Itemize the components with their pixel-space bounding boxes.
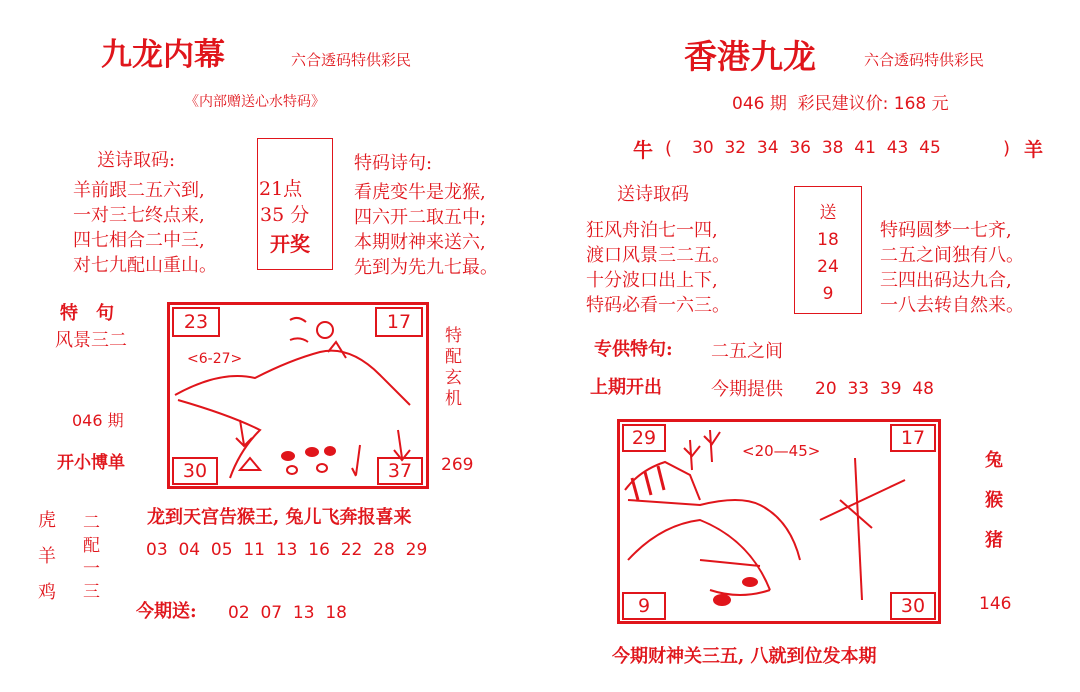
left-teju-label: 特 句 [60, 303, 114, 324]
zodiac-char: 二 [83, 513, 100, 533]
animal-char: 猪 [985, 530, 1003, 551]
left-special-heading: 特码诗句: [354, 153, 433, 174]
number: 32 [724, 138, 747, 158]
zodiac-char: 鸡 [38, 582, 56, 603]
number: 16 [308, 540, 330, 560]
right-provide-label: 今期提供 [711, 379, 783, 400]
right-niu: 牛 [633, 138, 653, 162]
zodiac-char: 一 [83, 559, 100, 579]
left-phrase: 龙到天宫告猴王, 兔儿飞奔报喜来 [147, 507, 412, 528]
left-special-line: 先到为先九七最。 [354, 257, 498, 278]
number: 18 [325, 603, 347, 623]
right-zhuangong-label: 专供特句: [594, 339, 673, 360]
number: 30 [692, 138, 714, 158]
right-side-number: 146 [979, 594, 1012, 614]
number: 04 [178, 540, 201, 560]
right-special-line: 二五之间独有八。 [880, 245, 1024, 266]
right-corner-br: 30 [890, 592, 936, 620]
right-corner-bl: 9 [622, 592, 666, 620]
left-sketch-label: <6-27> [187, 351, 243, 367]
animal-char: 猴 [985, 490, 1003, 511]
number: 11 [243, 540, 265, 560]
send-number: 18 [817, 230, 839, 250]
side-char: 配 [445, 347, 462, 367]
number: 34 [756, 138, 779, 158]
right-special-line: 特码圆梦一七齐, [880, 220, 1012, 241]
right-corner-tl: 29 [622, 424, 666, 452]
right-special-line: 三四出码达九合, [880, 270, 1012, 291]
zodiac-char: 虎 [38, 510, 56, 531]
left-tagline: 六合透码特供彩民 [291, 51, 412, 69]
left-special-line: 四六开二取五中; [354, 207, 487, 228]
right-issue-price: 046 期 彩民建议价: 168 元 [732, 94, 949, 114]
left-issue: 046 期 [72, 411, 124, 430]
zodiac-char: 配 [83, 536, 100, 556]
zodiac-char: 三 [83, 582, 100, 602]
left-poem-line: 一对三七终点来, [73, 205, 205, 226]
animal-char: 兔 [985, 450, 1003, 471]
left-send-label: 今期送: [136, 601, 197, 622]
left-poem-heading: 送诗取码: [97, 150, 176, 171]
right-side-animals [985, 452, 1003, 550]
left-poem-line: 对七九配山重山。 [73, 255, 217, 276]
right-title: 香港九龙 [684, 37, 816, 76]
right-zhuangong-text: 二五之间 [711, 341, 783, 362]
number: 33 [847, 379, 870, 399]
number: 48 [912, 379, 934, 399]
draw-time-label: 开奖 [270, 232, 310, 256]
right-paren-close: ) [1003, 138, 1011, 159]
number: 22 [340, 540, 363, 560]
send-char: 送 [819, 203, 837, 223]
draw-time-minute: 35 分 [260, 204, 310, 226]
number: 02 [228, 603, 250, 623]
left-corner-tl: 23 [172, 307, 220, 337]
right-poem-heading: 送诗取码 [617, 184, 689, 205]
number: 05 [210, 540, 233, 560]
left-corner-tr: 17 [375, 307, 423, 337]
draw-time-hour: 21点 [259, 178, 303, 200]
number: 36 [789, 138, 811, 158]
side-char: 机 [445, 389, 462, 409]
left-special-line: 本期财神来送六, [354, 232, 486, 253]
left-teju-text: 风景三二 [55, 330, 127, 351]
number: 07 [260, 603, 283, 623]
number: 20 [815, 379, 837, 399]
number: 38 [821, 138, 844, 158]
right-poem-line: 特码必看一六三。 [586, 295, 730, 316]
right-special-line: 一八去转自然来。 [880, 295, 1024, 316]
zodiac-char: 羊 [38, 546, 56, 567]
left-subtitle: 《内部赠送心水特码》 [185, 94, 325, 110]
side-char: 特 [445, 326, 462, 346]
left-kaixiao: 开小博单 [57, 453, 125, 473]
number: 13 [275, 540, 298, 560]
right-poem-line: 十分波口出上下, [586, 270, 718, 291]
number: 28 [373, 540, 395, 560]
right-poem-line: 狂风舟泊七一四, [586, 220, 718, 241]
number: 03 [146, 540, 168, 560]
number: 45 [919, 138, 941, 158]
left-poem-line: 羊前跟二五六到, [73, 180, 205, 201]
right-paren-open: ( [665, 138, 673, 159]
right-poem-line: 渡口风景三二五。 [586, 245, 730, 266]
left-corner-bl: 30 [172, 457, 218, 485]
right-sketch-label: <20—45> [742, 442, 821, 460]
left-special-line: 看虎变牛是龙猴, [354, 182, 486, 203]
number: 29 [405, 540, 428, 560]
right-last-label: 上期开出 [590, 377, 662, 398]
side-char: 玄 [445, 368, 462, 388]
send-number: 9 [822, 284, 834, 304]
right-corner-tr: 17 [890, 424, 936, 452]
number: 43 [886, 138, 909, 158]
left-corner-br: 37 [377, 457, 423, 485]
right-yang: 羊 [1024, 139, 1044, 161]
left-title: 九龙内幕 [101, 37, 225, 73]
left-side-number: 269 [441, 455, 474, 475]
send-number: 24 [817, 257, 839, 277]
number: 39 [879, 379, 902, 399]
left-poem-line: 四七相合二中三, [73, 230, 205, 251]
right-tagline: 六合透码特供彩民 [864, 51, 985, 69]
number: 41 [854, 138, 876, 158]
number: 13 [292, 603, 315, 623]
right-footer: 今期财神关三五, 八就到位发本期 [612, 646, 877, 667]
